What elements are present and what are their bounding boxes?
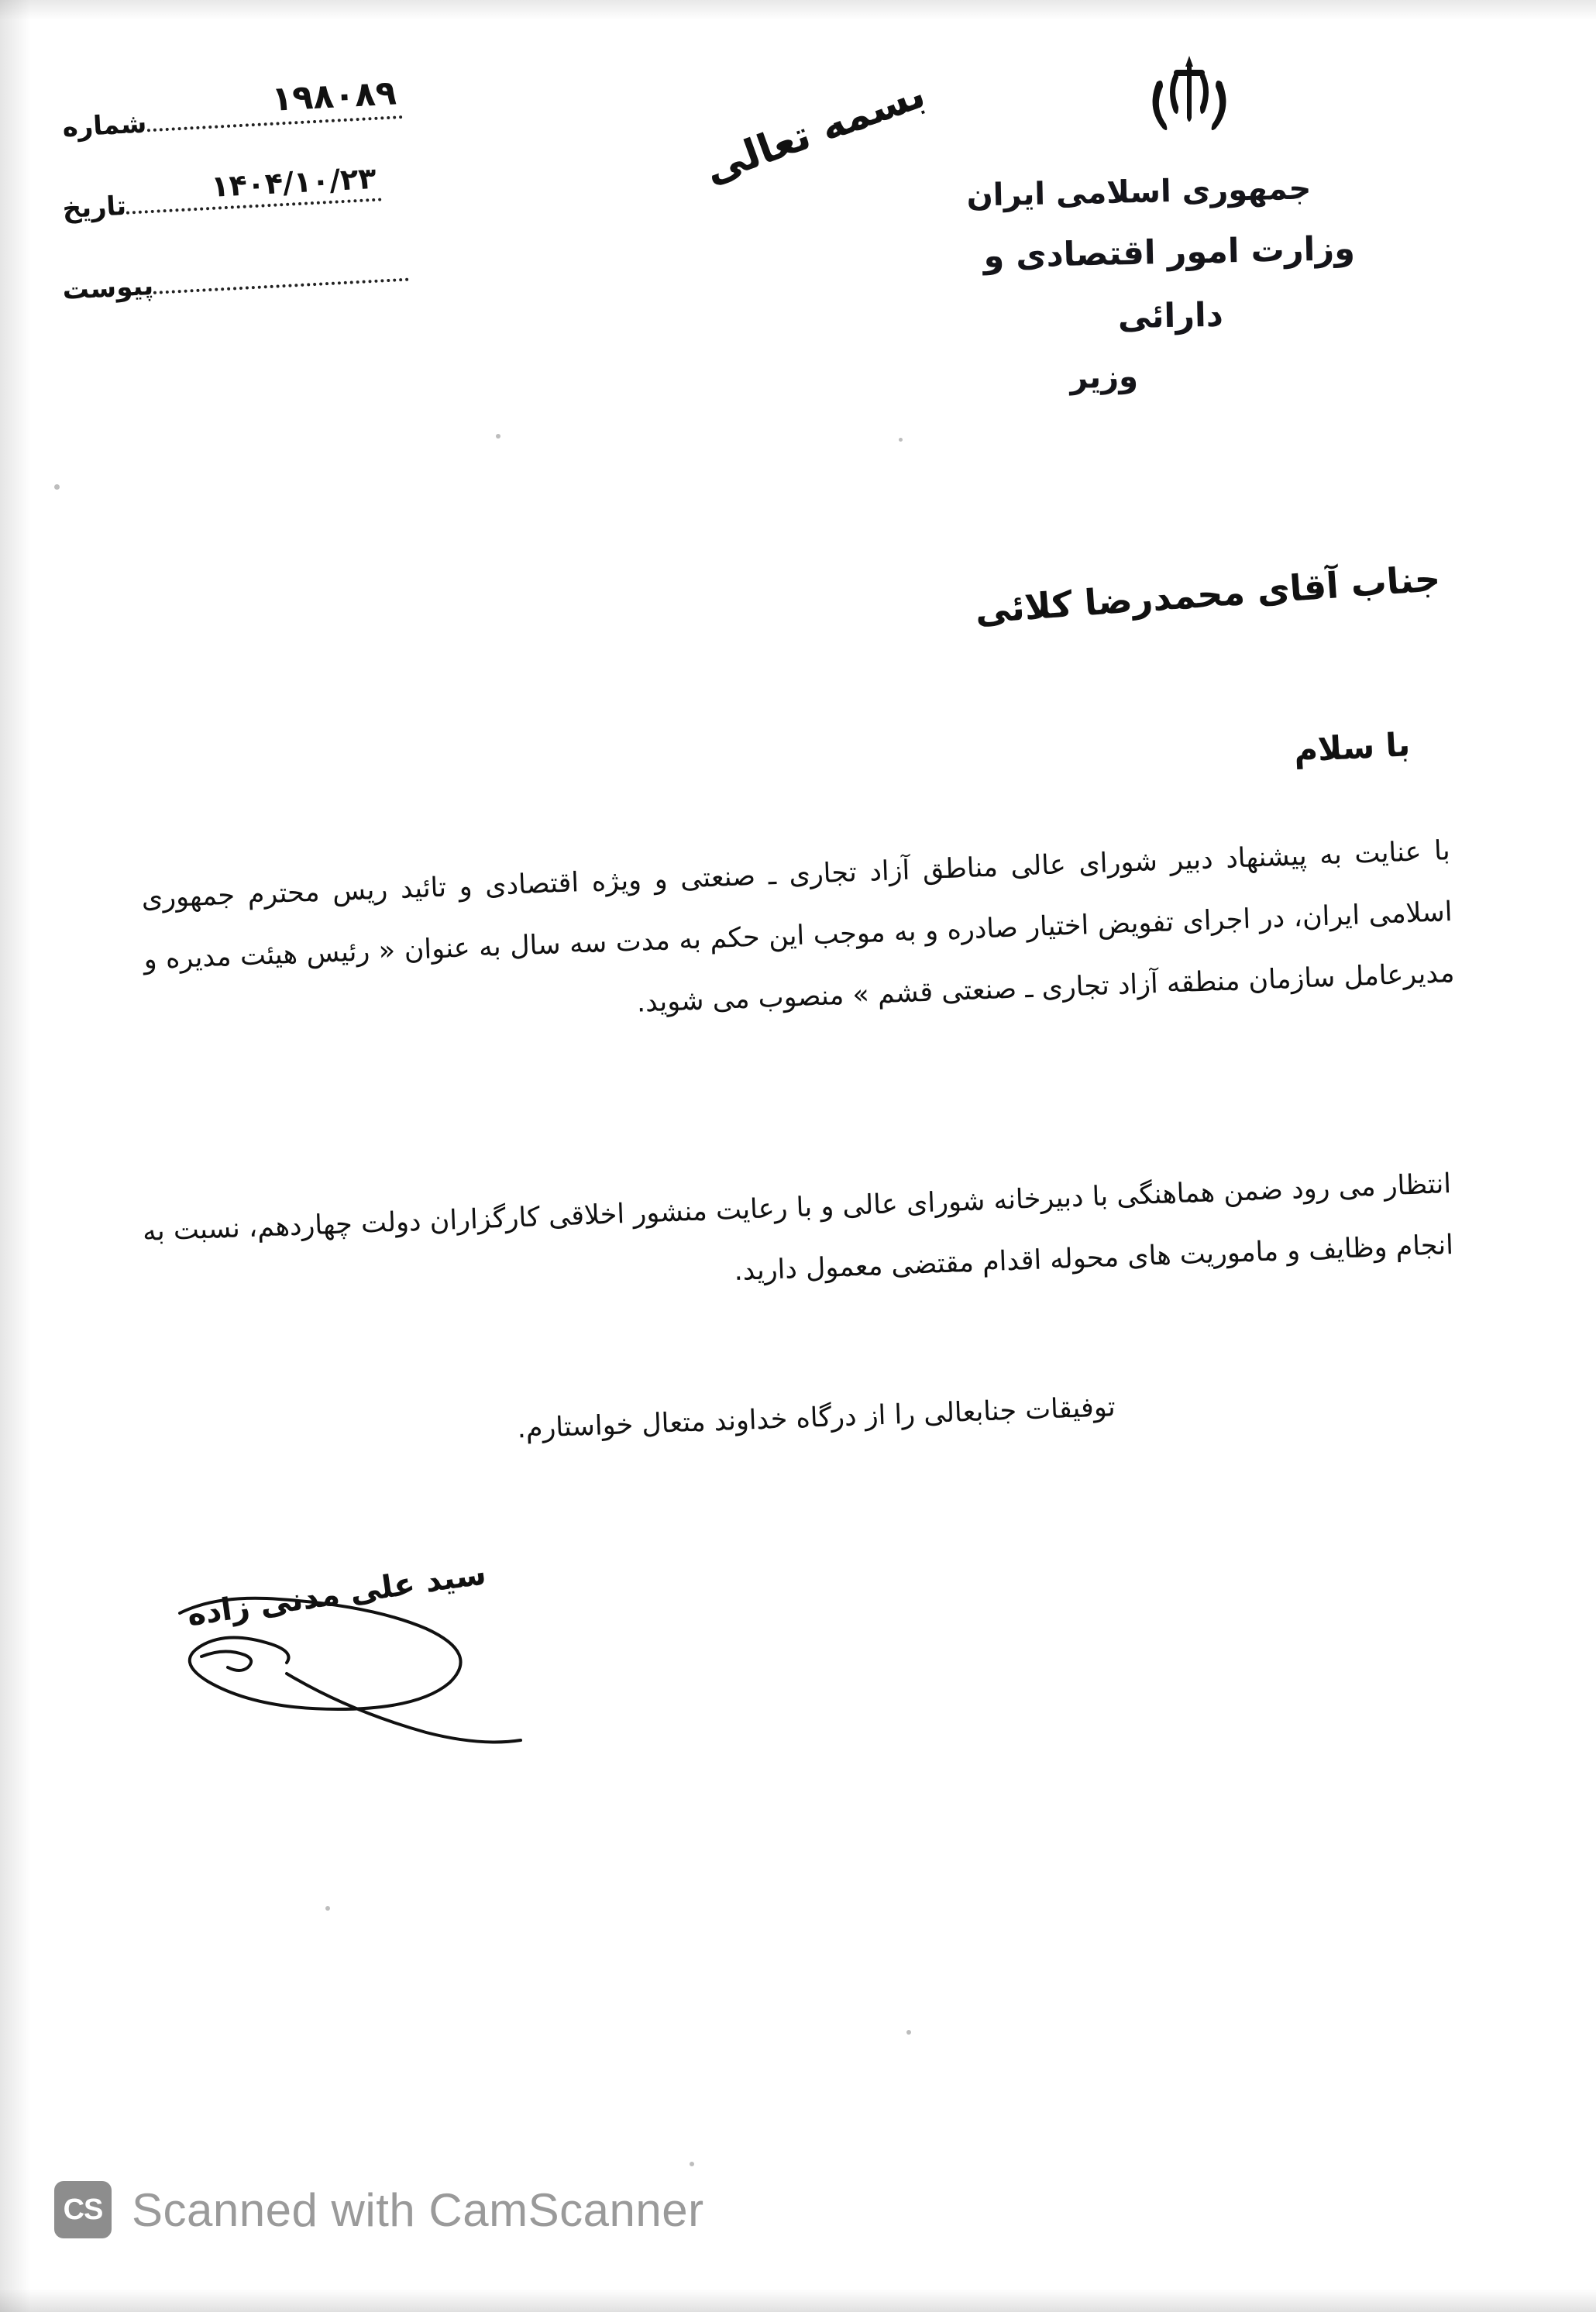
registration-date-value: ۱۴۰۴/۱۰/۲۳ (210, 160, 377, 204)
registration-attachment-row (53, 246, 427, 306)
scan-speck (496, 434, 500, 439)
addressee-line: جناب آقای محمدرضا کلائی (974, 557, 1443, 631)
scan-speck (690, 2162, 694, 2166)
letterhead-line-role: وزیر (1069, 359, 1139, 397)
registration-attachment-field (152, 247, 409, 294)
registration-number-label: شماره (61, 108, 148, 144)
scan-speck (906, 2030, 911, 2035)
registration-block (54, 73, 426, 337)
camscanner-watermark-text: Scanned with CamScanner (132, 2183, 704, 2236)
camscanner-watermark (54, 2181, 704, 2238)
scan-shadow-left (0, 0, 31, 2312)
camscanner-logo-icon: CS (54, 2181, 112, 2238)
scan-speck (325, 1906, 330, 1911)
registration-date-label: تاریخ (61, 190, 127, 225)
emblem-of-iran-icon (1143, 51, 1236, 152)
scan-speck (54, 484, 60, 490)
body-paragraph-1: با عنایت به پیشنهاد دبیر شورای عالی مناطق آزاد تجاری ـ صنعتی و ویژه اقتصادی و تائید ریس محترم جمهوری اسلامی ایران، در اجرای تفویض اختیار صادره و به موجب این حکم به مدت سه سال به عنوان « رئیس هیئت مدیره و مدیرعامل سازمان منطقه آزاد تجاری ـ صنعتی قشم » منصوب می شوید. (140, 835, 1456, 1019)
registration-number-field (145, 73, 402, 132)
registration-number-value: ۱۹۸۰۸۹ (270, 73, 397, 119)
registration-number-row (53, 73, 427, 144)
scan-shadow-top (0, 0, 1596, 20)
bismillah-heading: بسمه تعالی (698, 70, 931, 194)
registration-date-row (53, 160, 427, 225)
scan-speck (899, 438, 903, 442)
signatory-name: سید علی مدنی زاده (184, 1556, 489, 1633)
body-paragraph-2: انتظار می رود ضمن هماهنگی با دبیرخانه شورای عالی و با رعایت منشور اخلاقی کارگزاران دولت چهاردهم، نسبت به انجام وظایف و ماموریت های محوله اقدام مقتضی معمول دارید. (142, 1168, 1454, 1287)
letterhead-line-country: جمهوری اسلامی ایران (966, 170, 1312, 214)
registration-attachment-label: پیوست (61, 270, 154, 307)
letterhead (945, 163, 1441, 407)
salutation-line: با سلام (1292, 725, 1412, 769)
letterhead-line-ministry: وزارت امور اقتصادی و دارائی (982, 229, 1356, 337)
registration-date-field (125, 160, 382, 214)
scan-shadow-bottom (0, 2289, 1596, 2312)
handwritten-signature (170, 1581, 573, 1759)
body-paragraph-3: توفیقات جنابعالی را از درگاه خداوند متعال خواستارم. (516, 1392, 1116, 1445)
